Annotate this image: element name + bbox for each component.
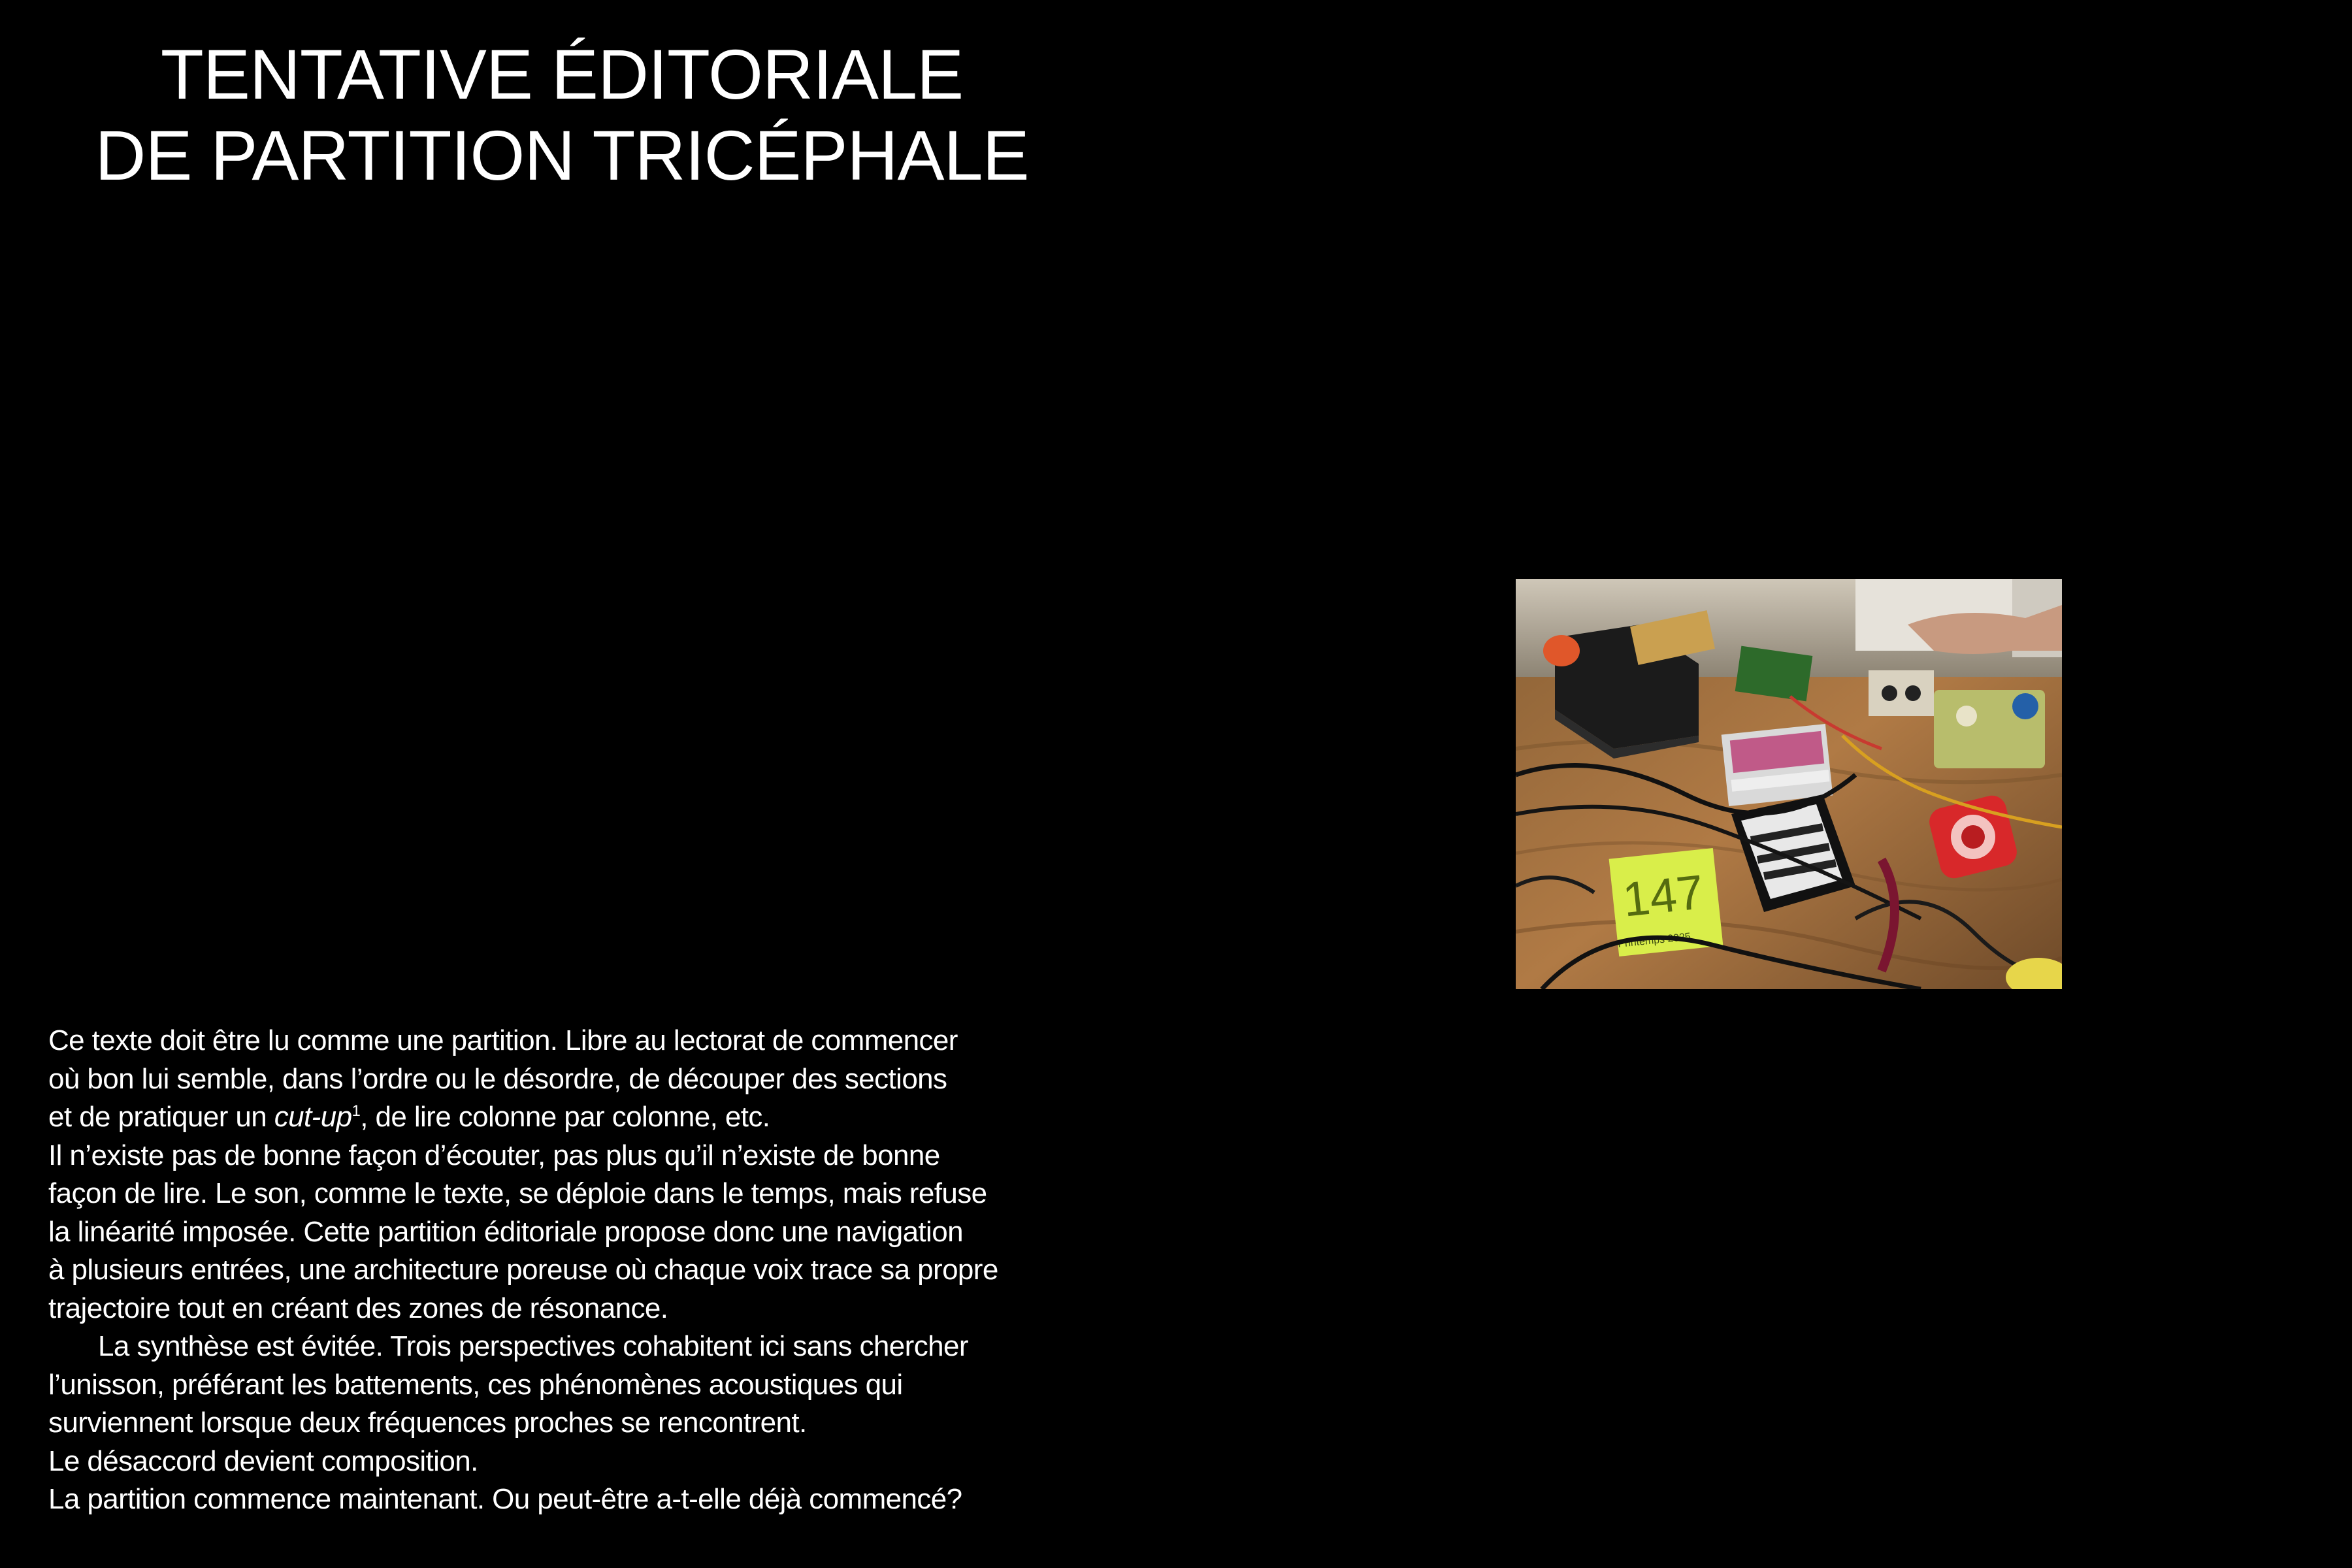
intro-text xyxy=(48,1022,1159,1519)
page-title xyxy=(52,34,1071,196)
text-line: Ce texte doit être lu comme une partition. Libre au lectorat de commencer xyxy=(48,1024,958,1056)
text-line: Le désaccord devient composition. xyxy=(48,1445,478,1477)
text-fragment: et de pratiquer un xyxy=(48,1101,274,1133)
text-line xyxy=(48,1098,1159,1137)
title-line-2: DE PARTITION TRICÉPHALE xyxy=(95,116,1029,195)
sticker-number: 147 xyxy=(1620,864,1707,927)
text-line: l’unisson, préférant les battements, ces phénomènes acoustiques qui xyxy=(48,1368,903,1401)
title-line-1: TENTATIVE ÉDITORIALE xyxy=(160,35,964,114)
text-line: surviennent lorsque deux fréquences proches se rencontrent. xyxy=(48,1407,807,1439)
sticker-caption: Printemps 2025 xyxy=(1617,931,1691,951)
text-line: La partition commence maintenant. Ou peut-être a-t-elle déjà commencé? xyxy=(48,1483,962,1515)
text-line: trajectoire tout en créant des zones de résonance. xyxy=(48,1292,668,1324)
photo-illustration xyxy=(1516,579,2062,989)
cut-up-term: cut-up xyxy=(274,1101,352,1133)
text-fragment: , de lire colonne par colonne, etc. xyxy=(360,1101,770,1133)
text-line: à plusieurs entrées, une architecture poreuse où chaque voix trace sa propre xyxy=(48,1254,998,1286)
text-line: la linéarité imposée. Cette partition éditoriale propose donc une navigation xyxy=(48,1215,963,1248)
photo-sound-equipment xyxy=(1516,579,2062,989)
text-line: La synthèse est évitée. Trois perspectives cohabitent ici sans chercher xyxy=(98,1330,968,1362)
text-line: où bon lui semble, dans l’ordre ou le désordre, de découper des sections xyxy=(48,1062,947,1095)
text-line: Il n’existe pas de bonne façon d’écouter, pas plus qu’il n’existe de bonne xyxy=(48,1139,940,1171)
text-line: façon de lire. Le son, comme le texte, se déploie dans le temps, mais refuse xyxy=(48,1177,987,1209)
footnote-ref[interactable]: 1 xyxy=(351,1102,361,1120)
